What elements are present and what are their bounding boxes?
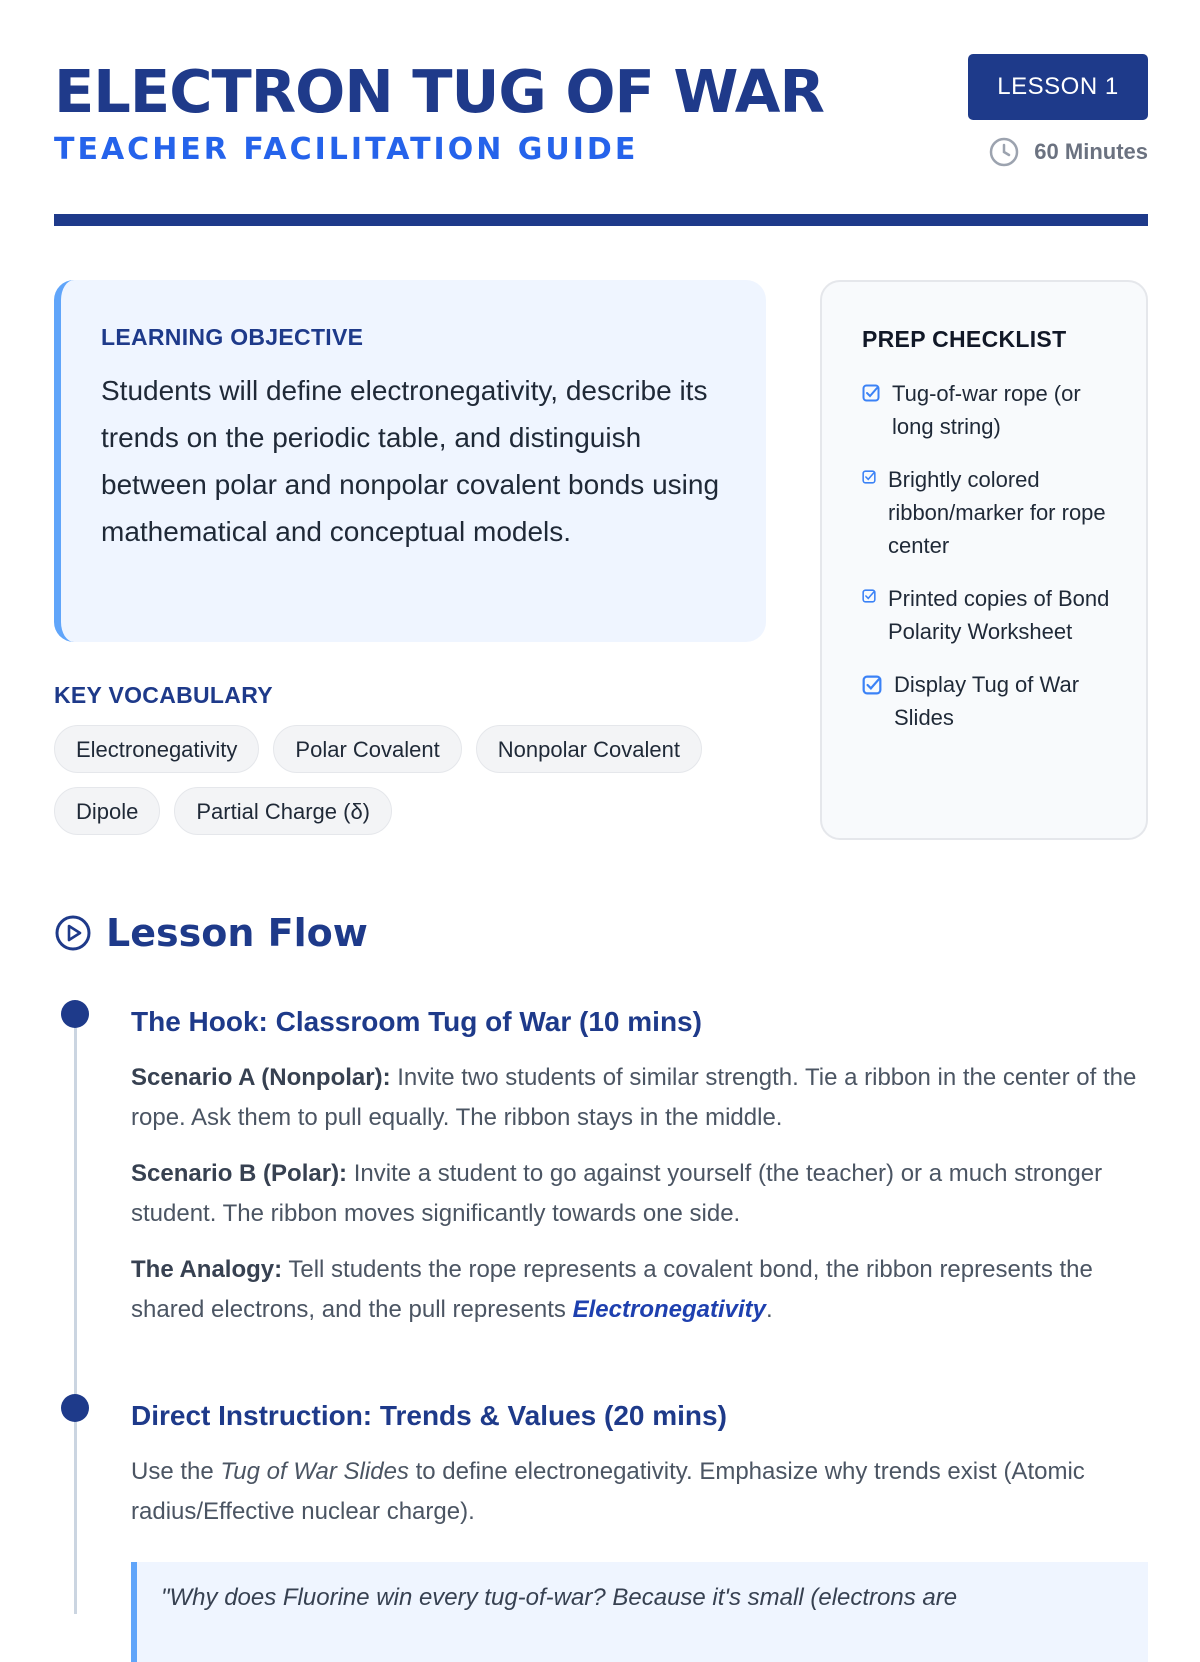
scenario-text: Invite a student to go against yourself (the teacher) or a much stronger student. The ribbon moves significantly towards one side. <box>131 1160 1103 1227</box>
step-title: Direct Instruction: Trends & Values (20 mins) <box>131 1400 727 1431</box>
lesson-step <box>131 1396 1148 1662</box>
vocabulary-label: KEY VOCABULARY <box>54 682 273 708</box>
step-paragraph <box>131 1154 1148 1234</box>
vocab-chip: Polar Covalent <box>273 725 461 773</box>
analogy-tail: . <box>766 1296 773 1323</box>
vocabulary-list <box>54 725 766 835</box>
checklist-label: PREP CHECKLIST <box>862 326 1067 352</box>
timeline-line <box>74 1014 77 1614</box>
vocab-chip: Dipole <box>54 787 160 835</box>
clock-icon <box>988 136 1020 168</box>
checkbox-icon <box>862 589 876 603</box>
lesson-badge: LESSON 1 <box>968 54 1148 120</box>
step-paragraph <box>131 1058 1148 1138</box>
emphasis-term: Electronegativity <box>572 1296 767 1323</box>
header-divider <box>54 214 1148 226</box>
vocab-chip: Partial Charge (δ) <box>174 787 392 835</box>
checkbox-icon <box>862 675 882 695</box>
checklist-item <box>862 668 1116 734</box>
checklist-item <box>862 377 1116 443</box>
page-subtitle: TEACHER FACILITATION GUIDE <box>54 132 639 167</box>
scenario-lead: Scenario A (Nonpolar): <box>131 1064 391 1091</box>
vocab-chip: Electronegativity <box>54 725 259 773</box>
page-title: ELECTRON TUG OF WAR <box>54 57 824 126</box>
checklist-item <box>862 463 1116 562</box>
step-paragraph <box>131 1250 1148 1330</box>
lesson-step <box>131 1002 1148 1330</box>
prep-checklist <box>820 280 1148 840</box>
checklist-list <box>862 377 1116 734</box>
intro-after: to define electronegativity. Emphasize why trends exist (Atomic radius/Effective nuclear charge). <box>131 1458 1085 1525</box>
key-vocabulary <box>54 682 766 835</box>
timeline-dot <box>61 1394 89 1422</box>
checklist-item <box>862 582 1116 648</box>
duration-label: 60 Minutes <box>1034 139 1148 164</box>
analogy-text: Tell students the rope represents a covalent bond, the ribbon represents the shared electrons, and the pull represents <box>131 1256 1093 1323</box>
objective-text: Students will define electronegativity, describe its trends on the periodic table, and distinguish between polar and nonpolar covalent bonds using mathematical and conceptual models. <box>101 375 720 547</box>
learning-objective-box <box>54 280 766 642</box>
scenario-text: Invite two students of similar strength. Tie a ribbon in the center of the rope. Ask them to pull equally. The ribbon stays in the middle. <box>131 1064 1137 1131</box>
scenario-lead: Scenario B (Polar): <box>131 1160 348 1187</box>
duration <box>988 132 1148 172</box>
teacher-quote: "Why does Fluorine win every tug-of-war? Because it's small (electrons are <box>131 1562 1148 1662</box>
step-paragraph <box>131 1452 1148 1532</box>
checklist-item-label: Brightly colored ribbon/marker for rope center <box>888 467 1106 558</box>
objective-label: LEARNING OBJECTIVE <box>101 324 364 350</box>
checklist-item-label: Display Tug of War Slides <box>894 672 1080 730</box>
lesson-flow-title: Lesson Flow <box>106 911 368 955</box>
intro-before: Use the <box>131 1458 221 1485</box>
checkbox-icon <box>862 470 876 484</box>
checklist-item-label: Printed copies of Bond Polarity Worksheet <box>888 586 1110 644</box>
checkbox-icon <box>862 384 880 402</box>
step-title: The Hook: Classroom Tug of War (10 mins) <box>131 1006 702 1037</box>
page-header <box>54 50 1148 180</box>
play-circle-icon <box>54 914 92 952</box>
lesson-flow-heading <box>54 908 368 958</box>
analogy-lead: The Analogy: <box>131 1256 283 1283</box>
vocab-chip: Nonpolar Covalent <box>476 725 702 773</box>
slides-reference: Tug of War Slides <box>220 1458 409 1485</box>
timeline-dot <box>61 1000 89 1028</box>
checklist-item-label: Tug-of-war rope (or long string) <box>892 381 1081 439</box>
